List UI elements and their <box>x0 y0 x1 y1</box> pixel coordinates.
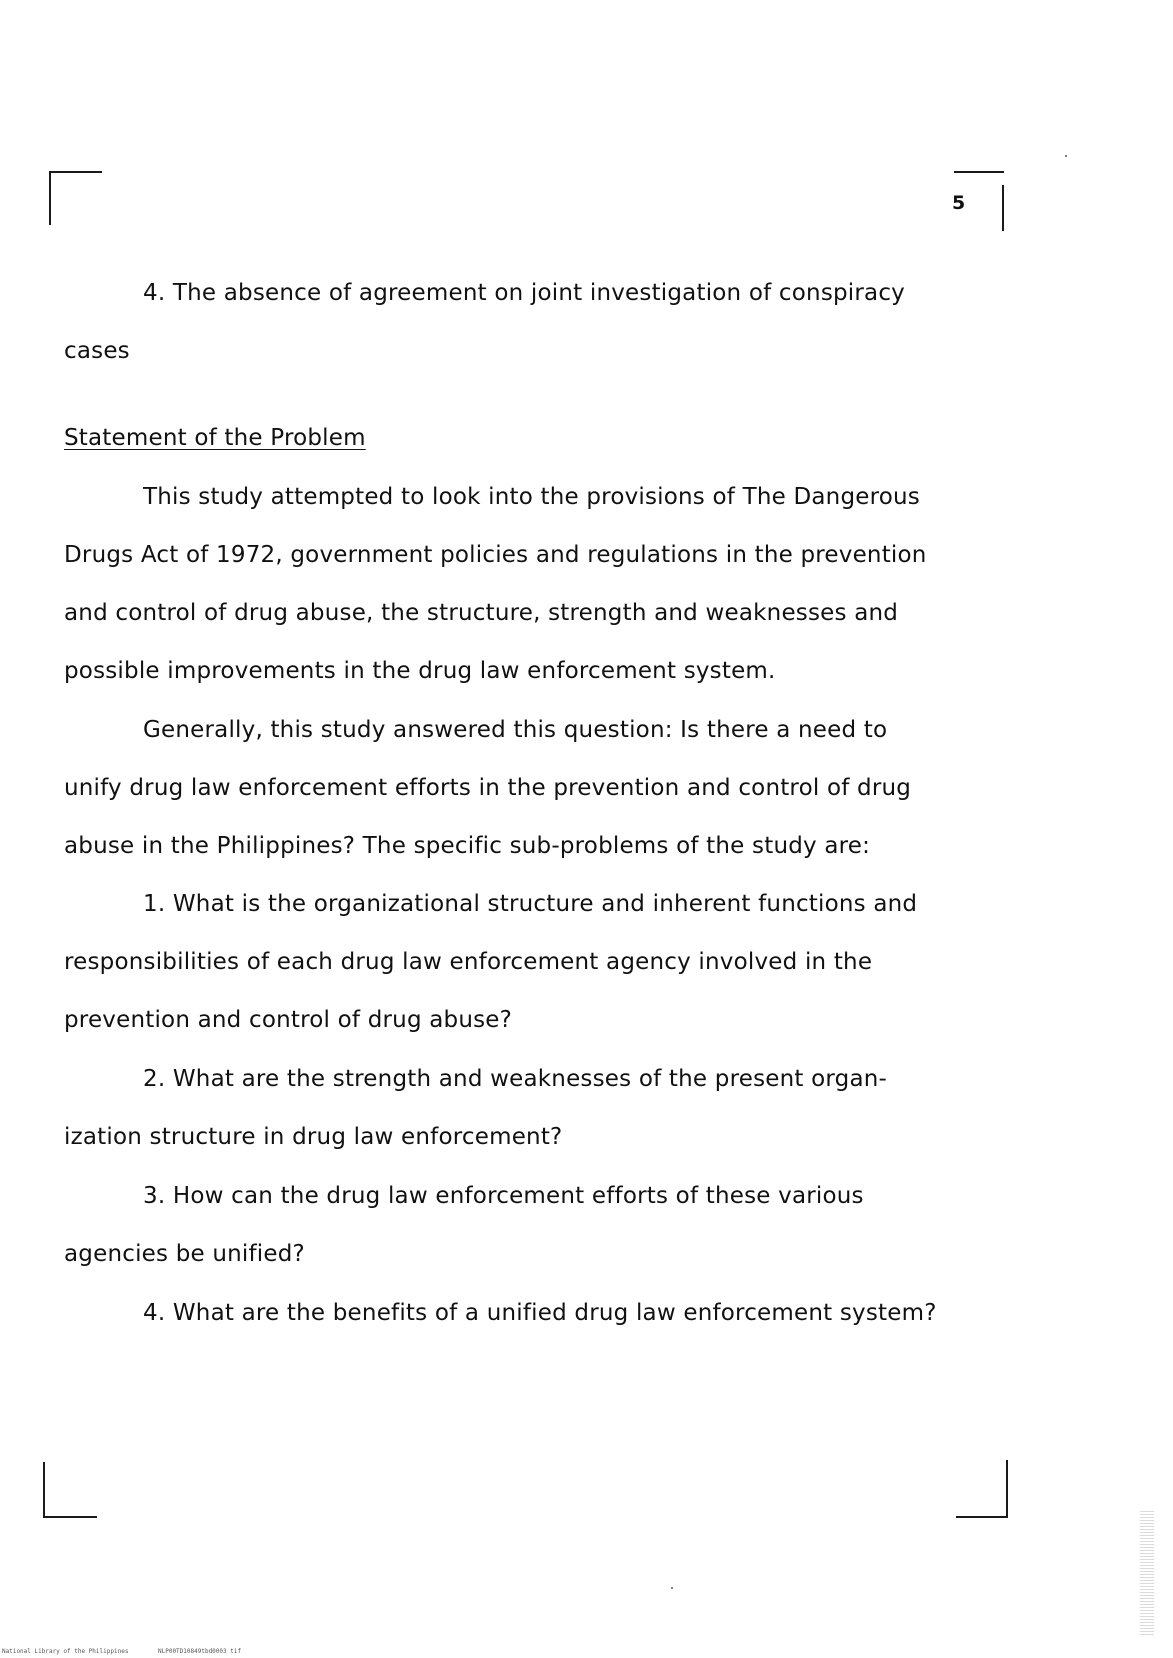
question-1-line-1: 1. What is the organizational structure and inherent functions and <box>143 891 918 917</box>
list-item-4-line-2: cases <box>64 338 130 364</box>
footer-code: NLP00TD10849tbd0003 tif <box>158 1648 242 1655</box>
crop-mark-bottom-right-vertical <box>1006 1460 1008 1518</box>
question-2-line-2: ization structure in drug law enforcement? <box>64 1124 563 1150</box>
question-4-line-1: 4. What are the benefits of a unified drug law enforcement system? <box>143 1300 937 1326</box>
crop-mark-top-left <box>49 171 102 173</box>
question-1-line-3: prevention and control of drug abuse? <box>64 1007 513 1033</box>
para1-line-3: and control of drug abuse, the structure, strength and weaknesses and <box>64 600 899 626</box>
para1-line-4: possible improvements in the drug law enforcement system. <box>64 658 776 684</box>
question-3-line-1: 3. How can the drug law enforcement efforts of these various <box>143 1183 864 1209</box>
page-number: 5 <box>952 192 966 214</box>
crop-mark-bottom-left-vertical <box>43 1462 45 1518</box>
question-3-line-2: agencies be unified? <box>64 1241 305 1267</box>
crop-mark-bottom-left <box>43 1516 97 1518</box>
para2-line-2: unify drug law enforcement efforts in the prevention and control of drug <box>64 775 912 801</box>
para2-line-3: abuse in the Philippines? The specific sub-problems of the study are: <box>64 833 871 859</box>
crop-mark-bottom-right <box>956 1516 1008 1518</box>
question-1-line-2: responsibilities of each drug law enforcement agency involved in the <box>64 949 873 975</box>
crop-mark-top-right <box>954 171 1004 173</box>
scan-speck <box>671 1587 673 1589</box>
crop-mark-top-left-vertical <box>49 171 51 225</box>
scan-edge-artifact <box>1140 1510 1154 1635</box>
crop-mark-top-right-vertical <box>1002 185 1004 231</box>
para1-line-2: Drugs Act of 1972, government policies and regulations in the prevention <box>64 542 927 568</box>
question-2-line-1: 2. What are the strength and weaknesses of the present organ- <box>143 1066 888 1092</box>
scan-speck <box>1065 155 1067 157</box>
list-item-4-line-1: 4. The absence of agreement on joint investigation of conspiracy <box>143 280 905 306</box>
para1-line-1: This study attempted to look into the provisions of The Dangerous <box>143 484 920 510</box>
section-heading: Statement of the Problem <box>64 425 366 451</box>
para2-line-1: Generally, this study answered this question: Is there a need to <box>143 717 888 743</box>
footer-library: National Library of the Philippines <box>2 1648 129 1655</box>
